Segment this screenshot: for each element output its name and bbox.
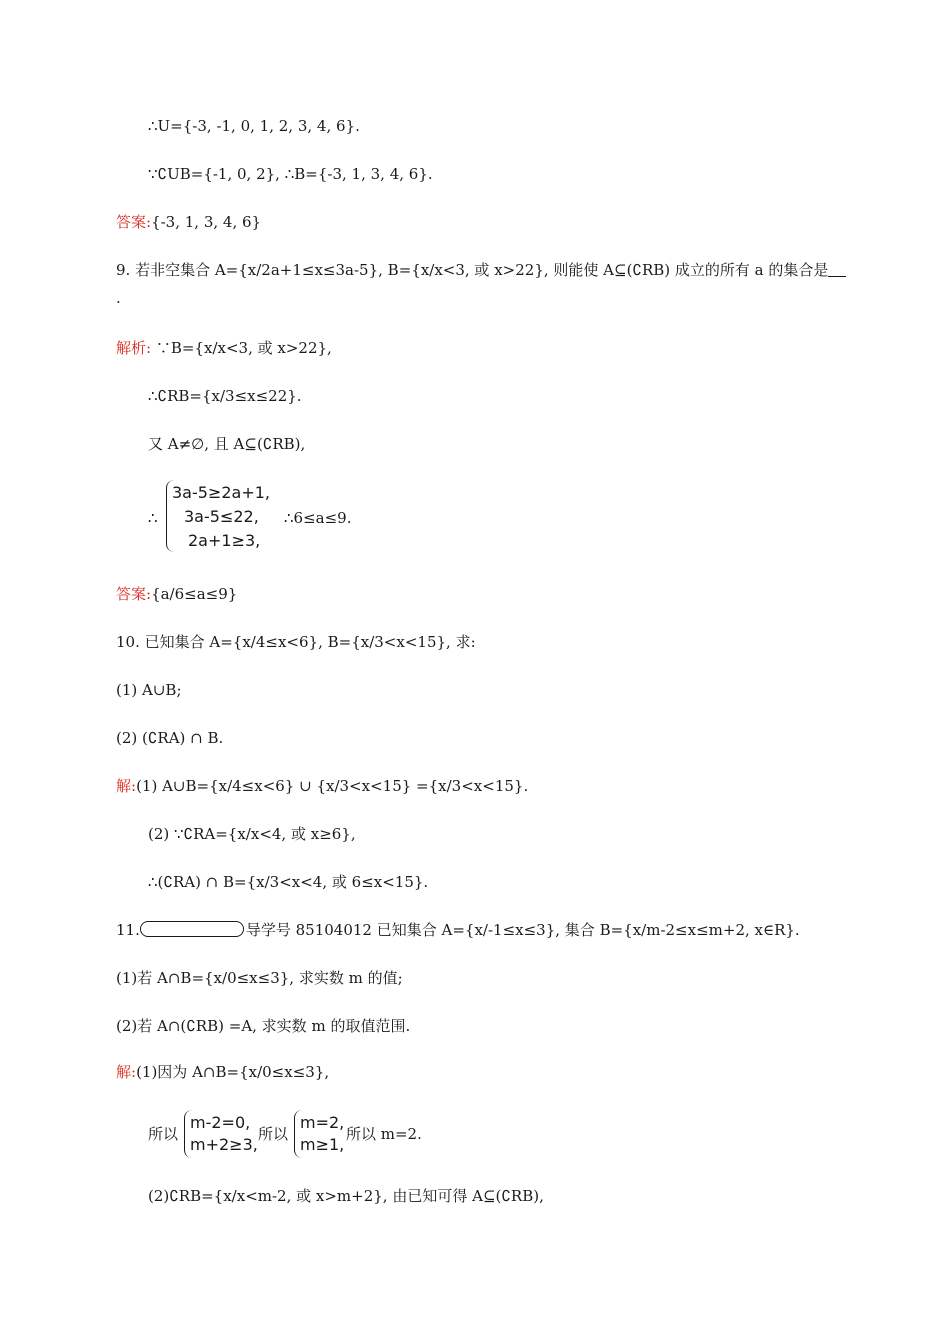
- so-label: 所以: [148, 1125, 179, 1143]
- question-9-tail: .: [116, 289, 121, 307]
- solution-line: [116, 1062, 329, 1082]
- solution-line: (2)∁RB={x/x<m-2, 或 x>m+2}, 由已知可得 A⊆(∁RB),: [148, 1187, 544, 1205]
- system-row: m≥1,: [300, 1135, 345, 1154]
- question-9-text: 9. 若非空集合 A={x/2a+1≤x≤3a-5}, B={x/x<3, 或 x>22}, 则能使 A⊆(∁RB) 成立的所有 a 的集合是: [116, 261, 829, 279]
- system-result: 所以 m=2.: [346, 1125, 422, 1143]
- so-label: 所以: [258, 1125, 289, 1143]
- solution-line: [116, 776, 528, 796]
- answer-line: [116, 584, 237, 604]
- question-part: (1)若 A∩B={x/0≤x≤3}, 求实数 m 的值;: [116, 969, 403, 987]
- system-row: m-2=0,: [190, 1113, 251, 1132]
- question-part: (2) (∁RA) ∩ B.: [116, 729, 224, 747]
- answer-line: [116, 212, 261, 232]
- system-row: m=2,: [300, 1113, 345, 1132]
- question-tag-box: [140, 921, 244, 937]
- system-row: 2a+1≥3,: [188, 531, 261, 550]
- solution-line: ∴(∁RA) ∩ B={x/3<x<4, 或 6≤x<15}.: [148, 873, 429, 891]
- question-part: (2)若 A∩(∁RB) =A, 求实数 m 的取值范围.: [116, 1017, 411, 1035]
- question-9: [116, 260, 846, 280]
- question-11: [116, 920, 800, 940]
- solution-line: ∴U={-3, -1, 0, 1, 2, 3, 4, 6}.: [148, 117, 360, 135]
- solution-line: ∴∁RB={x/3≤x≤22}.: [148, 387, 302, 405]
- answer-value: {a/6≤a≤9}: [151, 585, 238, 603]
- solution-text: (1) A∪B={x/4≤x<6} ∪ {x/3<x<15} ={x/3<x<15}.: [136, 777, 529, 795]
- solution-text: ∵B={x/x<3, 或 x>22},: [155, 339, 332, 357]
- question-number: 11.: [116, 921, 140, 939]
- solution-label: 解:: [116, 777, 137, 795]
- solution-line: [116, 338, 332, 358]
- solution-line: ∵∁UB={-1, 0, 2}, ∴B={-3, 1, 3, 4, 6}.: [148, 165, 433, 183]
- answer-blank: [828, 262, 846, 277]
- answer-label: 答案:: [116, 585, 152, 603]
- solution-line: 又 A≠∅, 且 A⊆(∁RB),: [148, 435, 306, 453]
- system-row: m+2≥3,: [190, 1135, 258, 1154]
- system-result: ∴6≤a≤9.: [284, 509, 352, 527]
- system-row: 3a-5≥2a+1,: [172, 483, 270, 502]
- therefore-symbol: ∴: [148, 509, 158, 527]
- question-part: (1) A∪B;: [116, 681, 182, 699]
- answer-label: 答案:: [116, 213, 152, 231]
- system-row: 3a-5≤22,: [184, 507, 259, 526]
- question-11-text: 导学号 85104012 已知集合 A={x/-1≤x≤3}, 集合 B={x/m-2≤x≤m+2, x∈R}.: [245, 921, 800, 939]
- question-10: 10. 已知集合 A={x/4≤x<6}, B={x/3<x<15}, 求:: [116, 633, 476, 651]
- solution-label: 解:: [116, 1063, 137, 1081]
- solution-text: (1)因为 A∩B={x/0≤x≤3},: [136, 1063, 330, 1081]
- solution-label: 解析:: [116, 339, 152, 357]
- solution-line: (2) ∵∁RA={x/x<4, 或 x≥6},: [148, 825, 356, 843]
- answer-value: {-3, 1, 3, 4, 6}: [151, 213, 262, 231]
